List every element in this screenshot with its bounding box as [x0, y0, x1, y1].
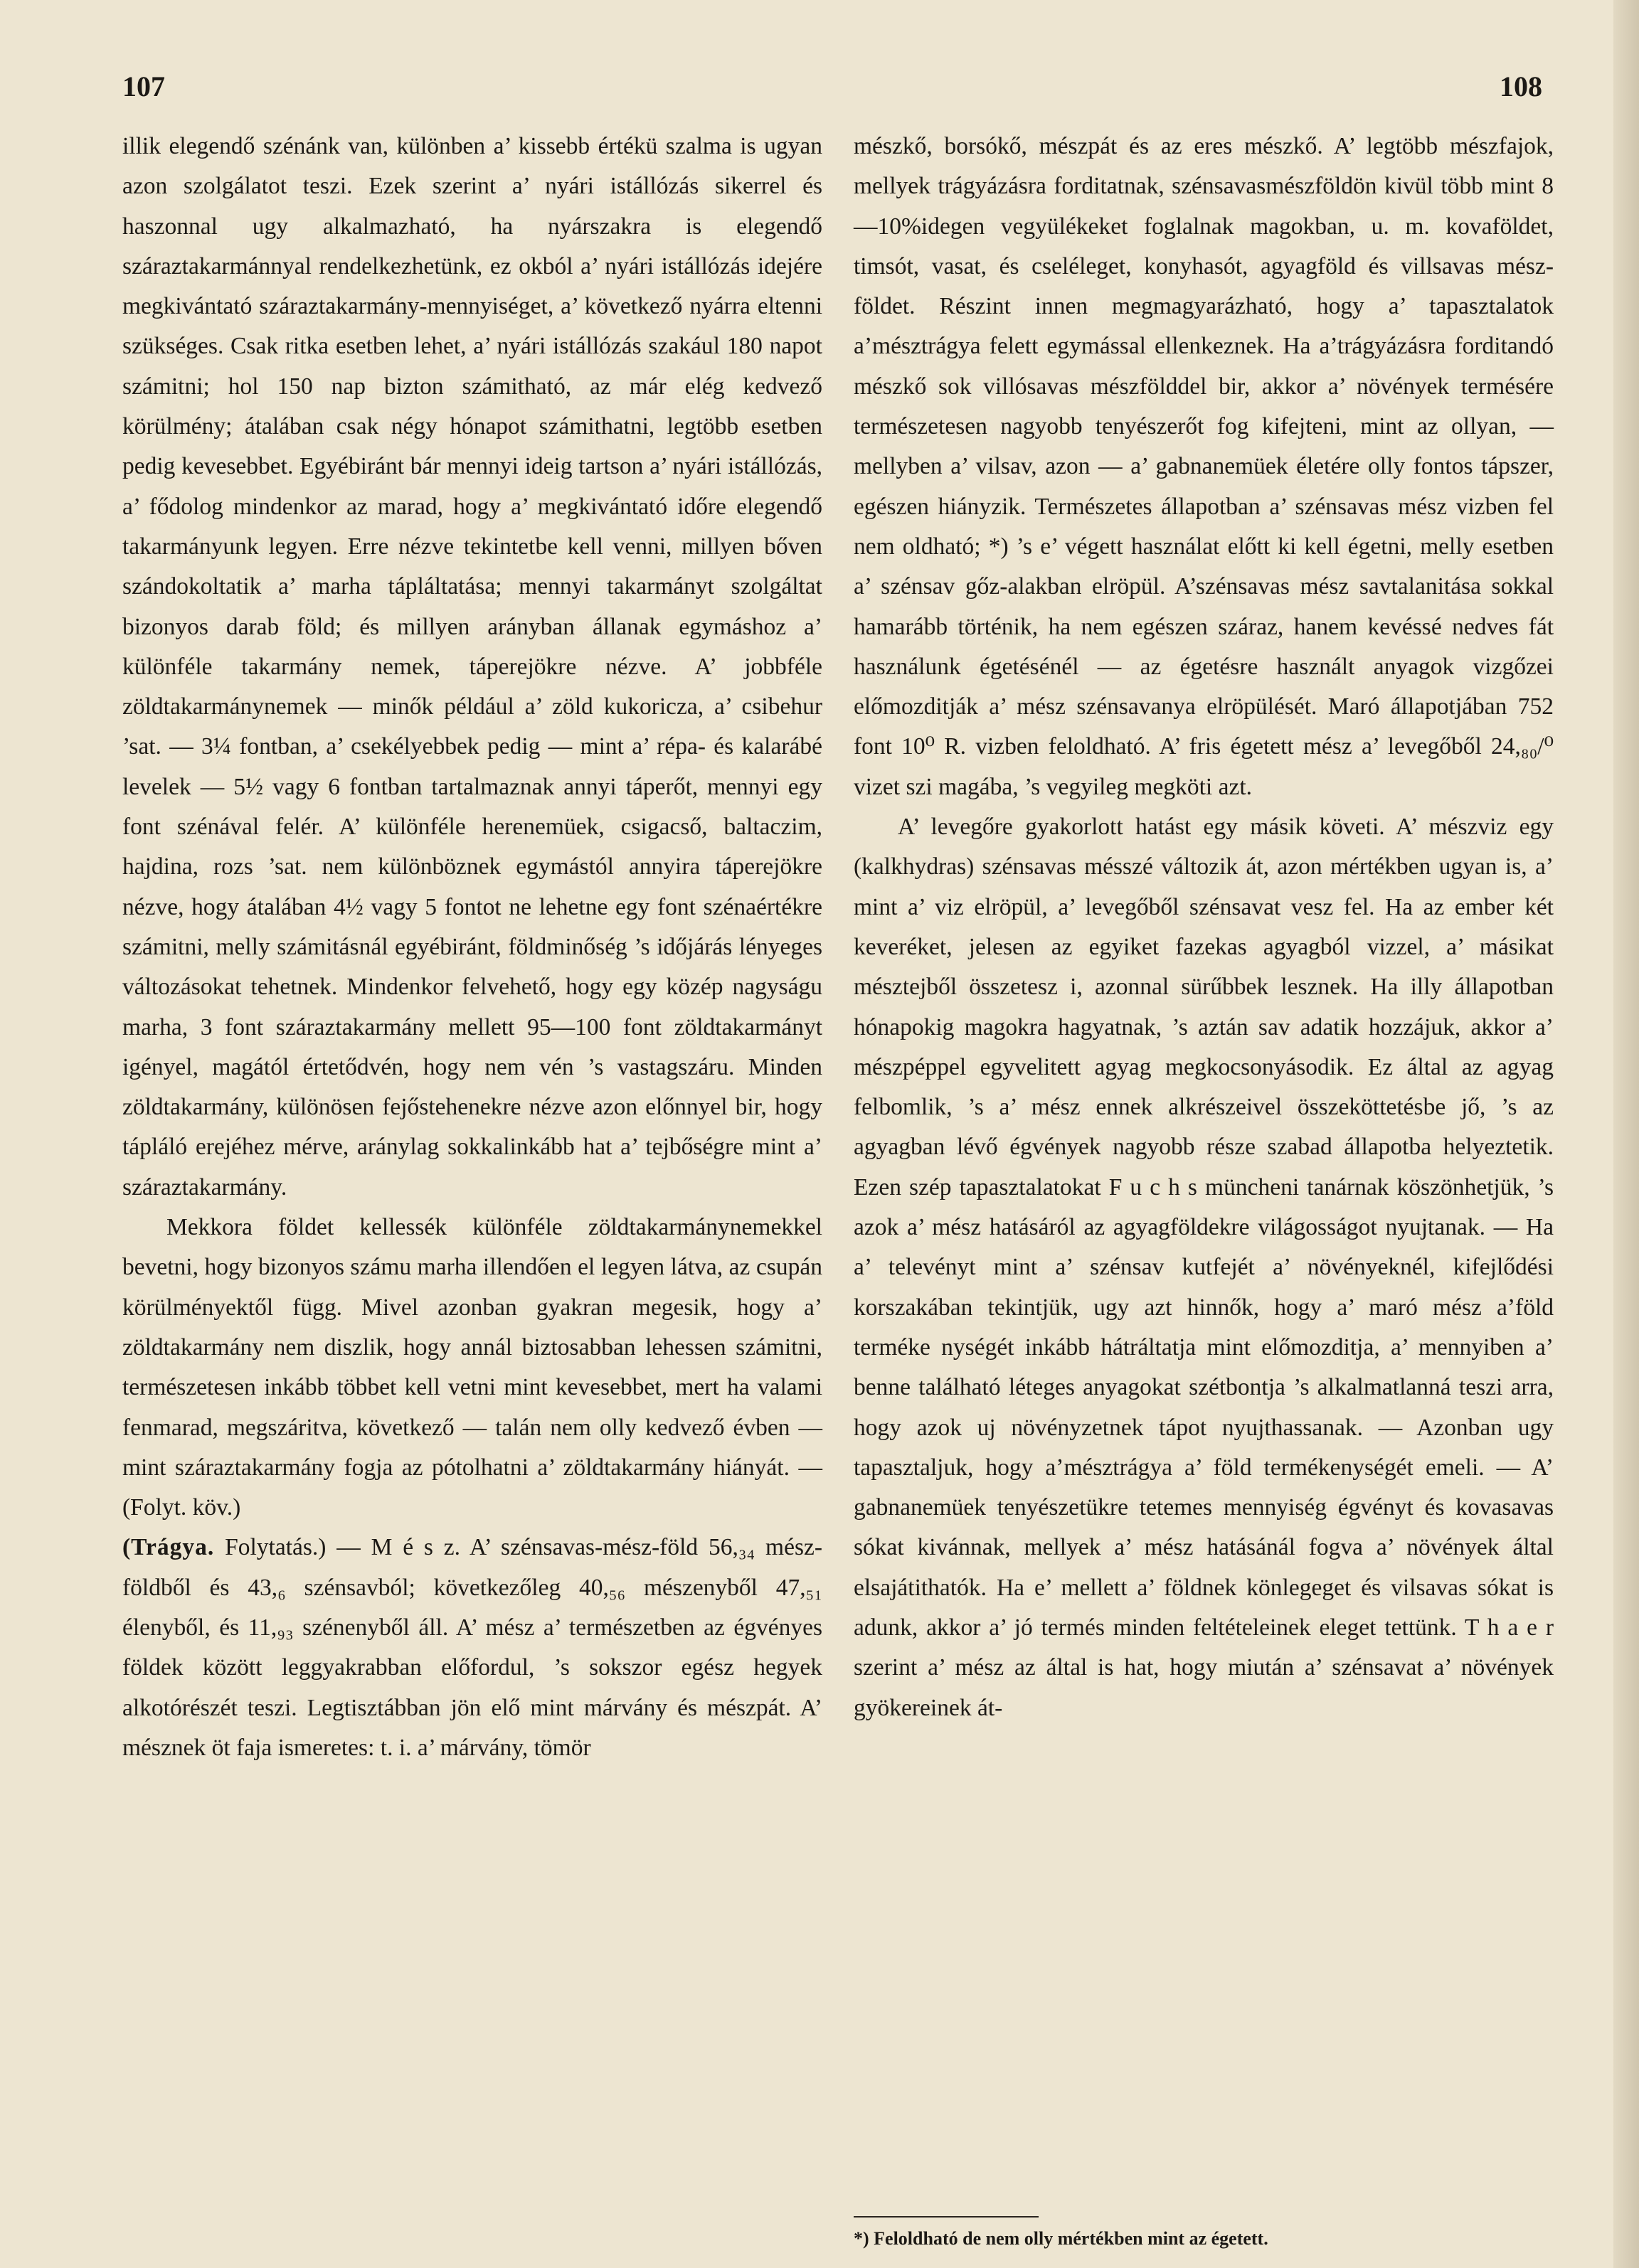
paragraph-text: — M é s z. A’ szénsavas-mész-föld 56,₃₄ mész-földből és 43,₆ szénsavból; következőleg 40,₅₆ mészenyből 47,₅₁ élenyből, és 11,₉₃ szénenyből áll. A’ mész a’ természetben az égvényes földek között leggyakrabban előfordul, ’s sokszor egész hegyek alkotórészét teszi. Legtisztábban jön elő mint márvány és mészpát. A’ mésznek öt faja ismeretes: t. i. a’ márvány, tömör [122, 1534, 823, 1761]
footnote-rule [854, 2216, 1039, 2218]
paragraph [122, 1528, 822, 1768]
section-heading: (Trágya. [122, 1534, 215, 1561]
left-column [122, 127, 822, 1768]
right-column [854, 127, 1554, 1728]
paragraph: illik elegendő szénánk van, különben a’ kissebb értékü szalma is ugyan azon szolgálatot teszi. Ezek szerint a’ nyári istállózás sikerrel és haszonnal ugy alkalmazható, ha nyárszakra is elegendő száraztakarmánnyal rendelkezhetünk, ez okból a’ nyári istállózás idejére megkivántató száraztakarmány-mennyiséget, a’ következő nyárra eltenni szükséges. Csak ritka esetben lehet, a’ nyári istállózás szakául 180 napot számitni; hol 150 nap bizton számitható, az már elég kedvező körülmény; átalában csak négy hónapot számithatni, legtöbb esetben pedig kevesebbet. Egyébiránt bár mennyi ideig tartson a’ nyári istállózás, a’ fődolog mindenkor az marad, hogy a’ megkivántató időre elegendő takarmányunk legyen. Erre nézve tekintetbe kell venni, millyen bőven szándokoltatik a’ marha tápláltatása; mennyi takarmányt szolgáltat bizonyos darab föld; és millyen arányban állanak egymáshoz a’ különféle takarmány nemek, táperejökre nézve. A’ jobbféle zöldtakarmánynemek — minők például a’ zöld kukoricza, a’ csibehur ’sat. — 3¼ fontban, a’ csekélyebbek pedig — mint a’ répa- és kalarábé levelek — 5½ vagy 6 fontban tartalmaznak annyi táperőt, mennyi egy font szénával felér. A’ különféle herenemüek, csigacső, baltaczim, hajdina, rozs ’sat. nem különböznek egymástól annyira táperejökre nézve, hogy átalában 4½ vagy 5 fontot ne lehetne egy font szénaértékre számitni, melly számitásnál egyébiránt, földminőség ’s időjárás lényeges változásokat tehetnek. Mindenkor felvehető, hogy egy közép nagyságu marha, 3 font száraztakarmány mellett 95—100 font zöldtakarmányt igényel, magától értetődvén, hogy nem vén ’s vastagszáru. Minden zöldtakarmány, különösen fejőstehenekre nézve azon előnnyel bir, hogy tápláló erejéhez mérve, aránylag sokkalinkább hat a’ tejbőségre mint a’ száraztakarmány. [122, 133, 822, 1200]
footnote: *) Feloldható de nem olly mértékben mint az égetett. [854, 2228, 1268, 2249]
paragraph: mészkő, borsókő, mészpát és az eres mészkő. A’ legtöbb mészfajok, mellyek trágyázásra forditatnak, szénsavasmészföldön kivül több mint 8—10%idegen vegyülékeket foglalnak magokban, u. m. kovaföldet, timsót, vasat, és cseléleget, konyhasót, agyagföld és villsavas mész-földet. Részint innen megmagyarázható, hogy a’ tapasztalatok a’mésztrágya felett egymással ellenkeznek. Ha a’trágyázásra forditandó mészkő sok villósavas mészfölddel bir, akkor a’ növények termésére természetesen nagyobb tenyészerőt fog kifejteni, mint az ollyan, — mellyben a’ vilsav, azon — a’ gabnanemüek életére olly fontos tápszer, egészen hiányzik. Természetes állapotban a’ szénsavas mész vizben fel nem oldható; *) ’s e’ végett használat előtt ki kell égetni, melly esetben a’ szénsav gőz-alakban elröpül. A’szénsavas mész savtalanitása sokkal hamarább történik, ha nem egészen száraz, hanem kevéssé nedves fát használunk égetésénél — az égetésre használt anyagok vizgőzei előmozditják a’ mész szénsavanya elröpülését. Maró állapotjában 752 font 10⁰ R. vizben feloldható. A’ fris égetett mész a’ levegőből 24,₈₀/⁰ vizet szi magába, ’s vegyileg megköti azt. [854, 133, 1554, 800]
page-number-left: 107 [122, 70, 165, 102]
section-heading-continued: Folytatás.) [225, 1534, 327, 1561]
paragraph: Mekkora földet kellessék különféle zöldtakarmánynemekkel bevetni, hogy bizonyos számu marha illendően el legyen látva, az csupán körülményektől függ. Mivel azonban gyakran megesik, hogy a’ zöldtakarmány nem diszlik, hogy annál biztosabban lehessen számitni, természetesen inkább többet kell vetni mint kevesebbet, mert ha valami fenmarad, megszáritva, következő — talán nem olly kedvező évben — mint száraztakarmány fogja az pótolhatni a’ zöldtakarmány hiányát. — (Folyt. köv.) [122, 1214, 822, 1521]
page-edge-shadow [1613, 0, 1639, 2268]
page-number-right: 108 [1500, 70, 1542, 102]
paragraph: A’ levegőre gyakorlott hatást egy másik követi. A’ mészviz egy (kalkhydras) szénsavas mésszé változik át, azon mértékben ugyan is, a’ mint a’ viz elröpül, a’ levegőből szénsavat vesz fel. Ha az ember két keveréket, jelesen az egyiket fazekas agyagból vizzel, a’ másikat mésztejből összetesz i, azonnal sürűbbek lesznek. Ha illy állapotban hónapokig magokra hagyatnak, ’s aztán sav adatik hozzájuk, akkor a’ mészpéppel egyvelitett agyag megkocsonyásodik. Ez által az agyag felbomlik, ’s a’ mész ennek alkrészeivel összeköttetésbe jő, ’s az agyagban lévő égvények nagyobb része szabad állapotba helyeztetik. Ezen szép tapasztalatokat F u c h s müncheni tanárnak köszönhetjük, ’s azok a’ mész hatásáról az agyagföldekre világosságot nyujtanak. — Ha a’ televényt mint a’ szénsav kutfejét a’ növényeknél, kifejlődési korszakában tekintjük, ugy azt hinnők, hogy a’ maró mész a’föld terméke nységét inkább hátráltatja mint előmozditja, a’ mennyiben a’ benne található léteges anyagokat szétbontja ’s alkalmatlanná teszi arra, hogy azok uj növényzetnek tápot nyujthassanak. — Azonban ugy tapasztaljuk, hogy a’mésztrágya a’ föld termékenységét emeli. — A’ gabnanemüek tenyészetükre tetemes mennyiség égvényt és kovasavas sókat kivánnak, mellyek a’ mész hatásánál fogva a’ növények által elsajátithatók. Ha e’ mellett a’ földnek könlegeget és vilsavas sókat is adunk, akkor a’ jó termés minden feltételeinek eleget tettünk. T h a e r szerint a’ mész az által is hat, hogy miután a’ szénsavat a’ növények gyökereinek át- [854, 814, 1554, 1721]
